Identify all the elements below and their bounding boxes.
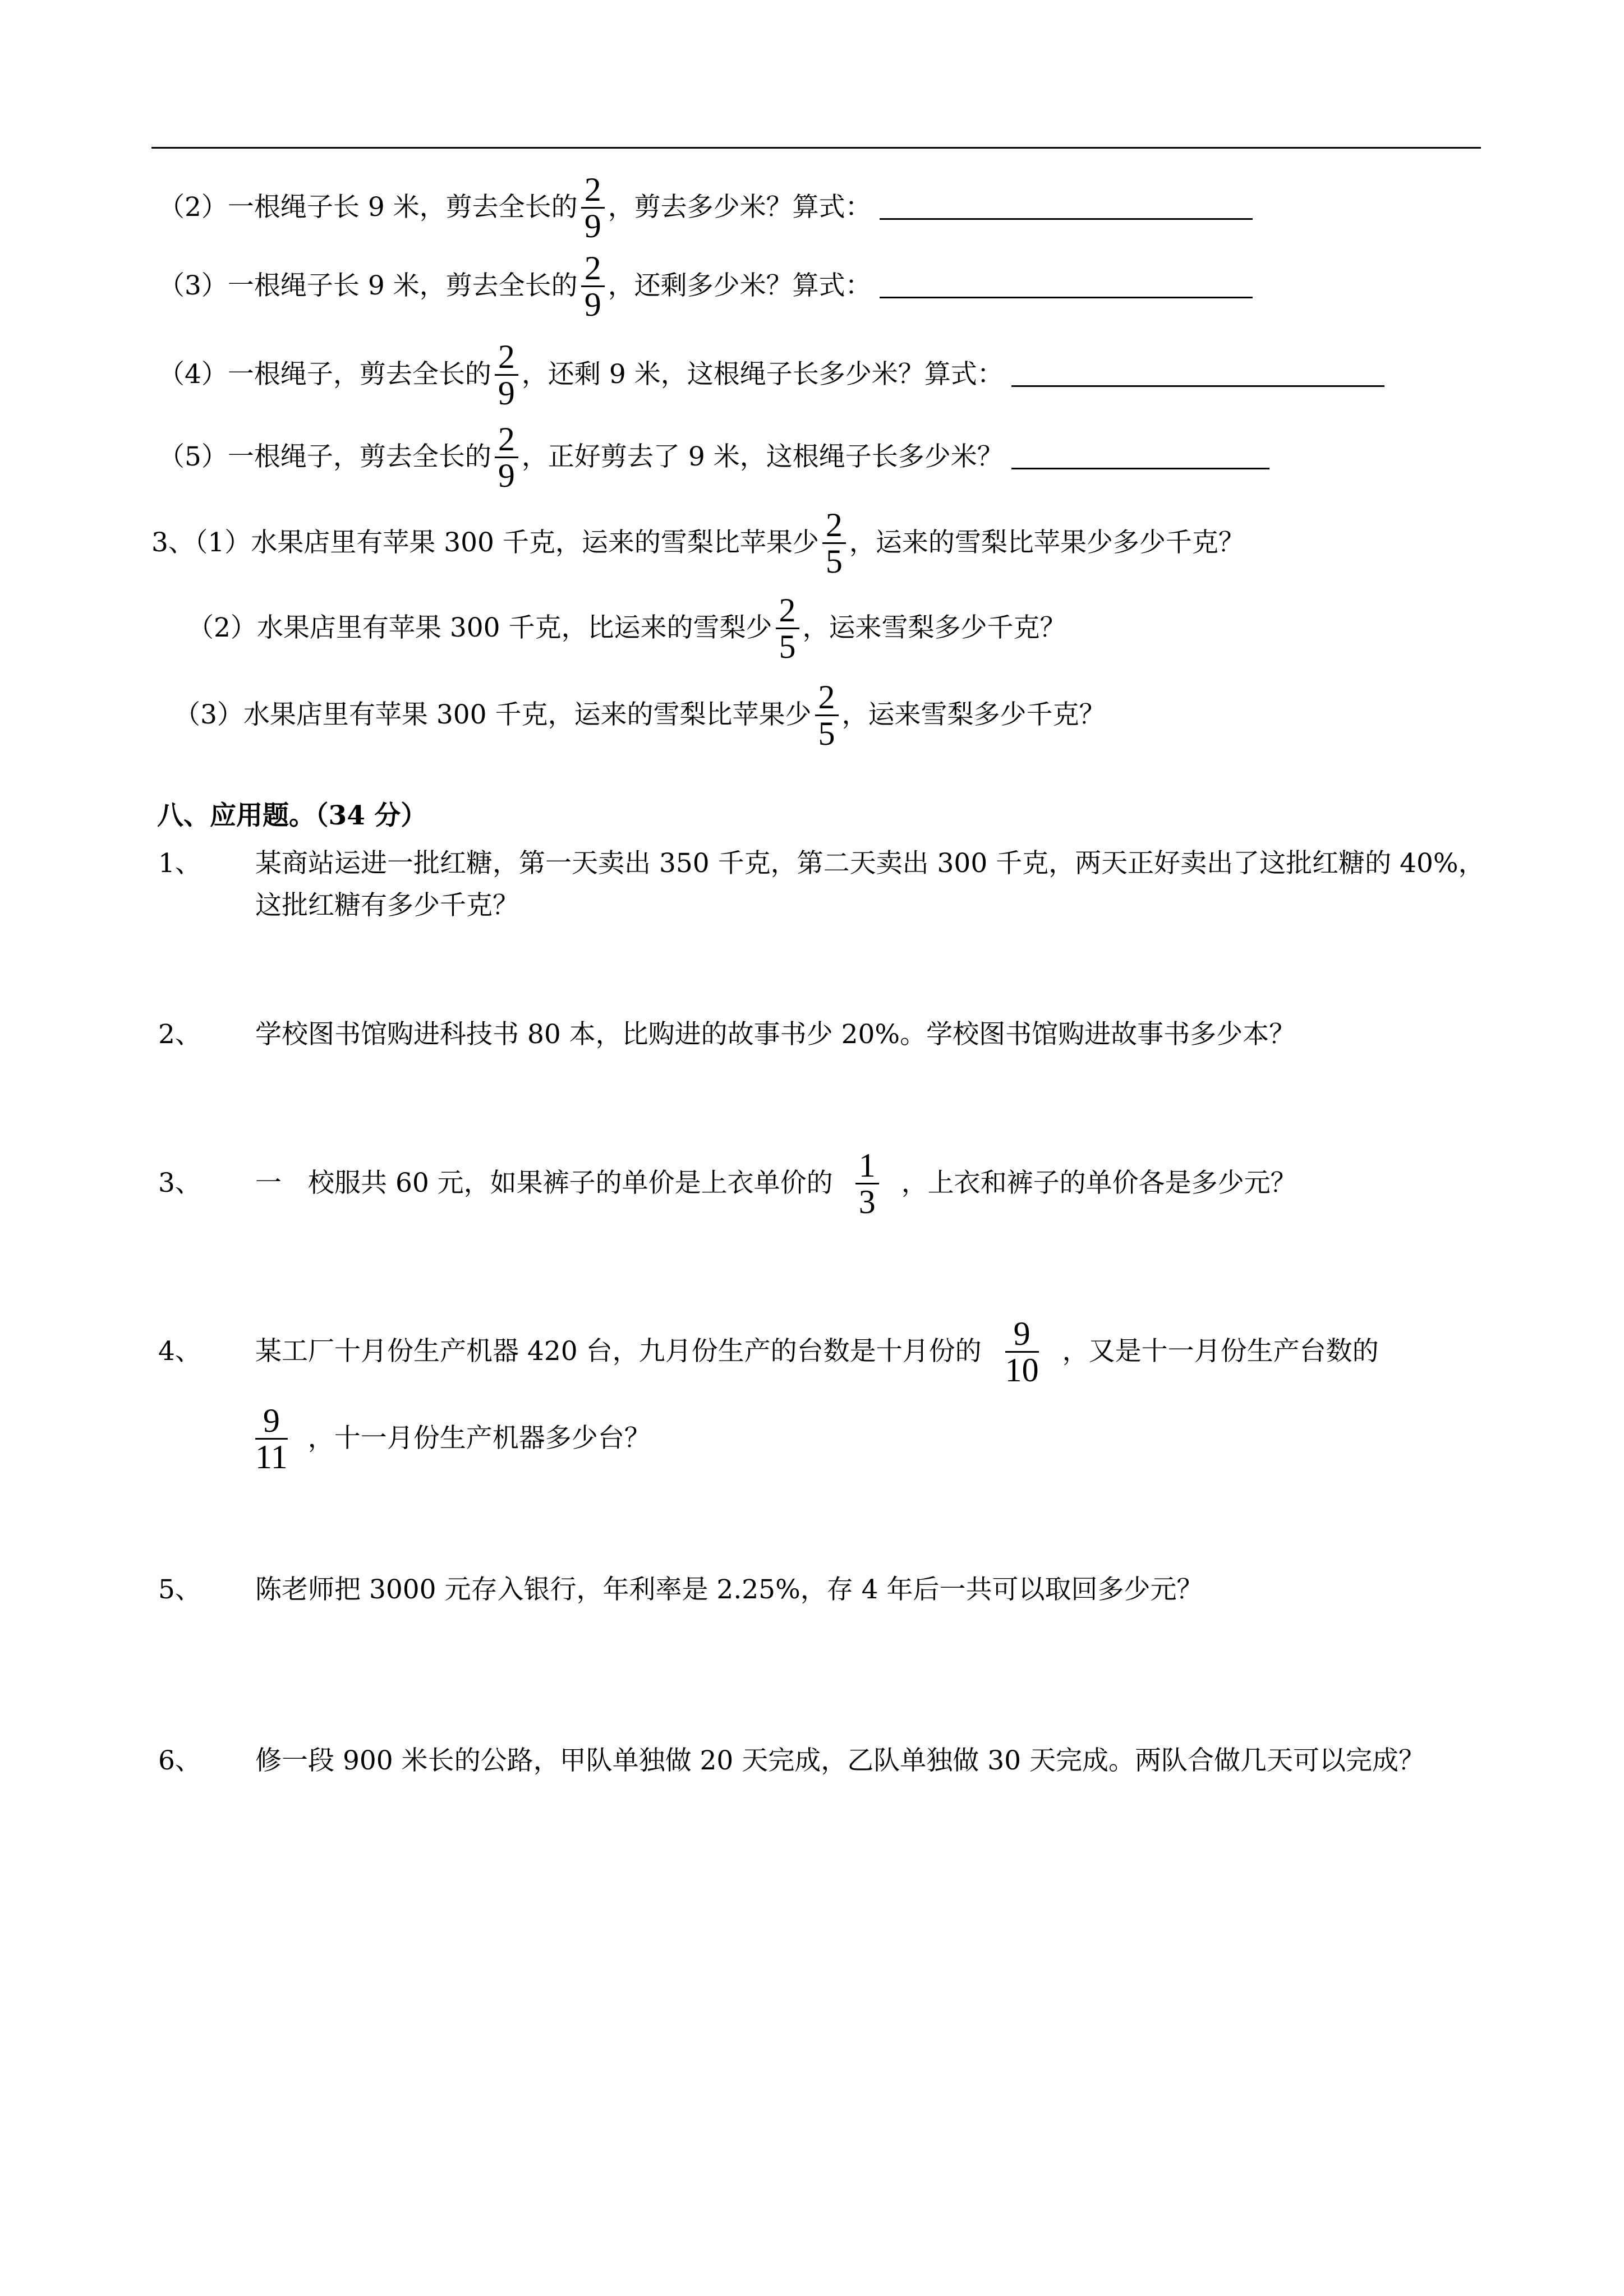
problem-2-text: 学校图书馆购进科技书 80 本，比购进的故事书少 20%。学校图书馆购进故事书多少本？ [255, 1019, 1296, 1050]
fraction [495, 422, 518, 493]
problem-4-text-line1 [255, 1312, 1379, 1391]
question-3-2 [187, 589, 1066, 667]
fraction-denominator: 10 [1005, 1351, 1039, 1389]
fraction-numerator: 1 [858, 1146, 876, 1184]
fraction [581, 172, 605, 243]
problem-4-index: 4、 [158, 1336, 201, 1367]
problem-2-index: 2、 [158, 1019, 201, 1050]
fraction-numerator: 2 [818, 678, 835, 716]
fraction-denominator: 5 [779, 628, 796, 665]
question-text: （3）一根绳子长 9 米，剪去全长的 [158, 270, 578, 301]
question-3-1 [151, 504, 1245, 582]
fraction-numerator: 2 [584, 249, 601, 287]
question-text: ，运来雪梨多少千克？ [802, 612, 1066, 643]
fraction-denominator: 9 [584, 207, 601, 245]
fraction-denominator: 9 [498, 457, 515, 494]
fraction [855, 1148, 879, 1219]
question-text: （3）水果店里有苹果 300 千克，运来的雪梨比苹果少 [174, 699, 812, 730]
question-text: ，运来雪梨多少千克？ [841, 699, 1106, 730]
answer-blank[interactable] [880, 196, 1253, 220]
fraction-numerator: 2 [584, 170, 601, 208]
problem-text: 一 校服共 60 元，如果裤子的单价是上衣单价的 [255, 1168, 833, 1198]
problem-5-index: 5、 [158, 1574, 201, 1605]
fraction-denominator: 9 [584, 285, 601, 323]
question-text: 3、（1）水果店里有苹果 300 千克，运来的雪梨比苹果少 [151, 527, 819, 558]
answer-blank[interactable] [1011, 363, 1384, 387]
problem-5-text: 陈老师把 3000 元存入银行，年利率是 2.25%，存 4 年后一共可以取回多少元？ [255, 1574, 1203, 1605]
fraction-numerator: 9 [1013, 1315, 1030, 1352]
problem-4-text-line2 [255, 1399, 651, 1478]
question-text: ，运来的雪梨比苹果少多少千克？ [849, 527, 1245, 558]
problem-1-text-line1: 某商站运进一批红糖，第一天卖出 350 千克，第二天卖出 300 千克，两天正好卖出了这批红糖的 40%， [255, 848, 1485, 879]
problem-text: ，十一月份生产机器多少台？ [307, 1423, 651, 1454]
section-8-title: 八、应用题。（34 分） [157, 800, 427, 831]
fraction-denominator: 11 [255, 1438, 288, 1476]
fraction-numerator: 2 [825, 506, 843, 543]
question-2-5 [158, 418, 1269, 496]
problem-3-index: 3、 [158, 1168, 201, 1198]
fraction-numerator: 2 [498, 420, 515, 458]
problem-1-text-line2: 这批红糖有多少千克？ [255, 890, 519, 921]
header-rule [151, 147, 1481, 149]
question-text: （5）一根绳子，剪去全长的 [158, 441, 491, 472]
question-text: ，还剩多少米？算式： [608, 270, 872, 301]
fraction-numerator: 2 [498, 338, 515, 375]
fraction [822, 508, 846, 579]
problem-text: ，上衣和裤子的单价各是多少元？ [901, 1168, 1297, 1198]
question-text: （4）一根绳子，剪去全长的 [158, 359, 491, 390]
answer-blank[interactable] [1011, 445, 1269, 469]
question-text: ，剪去多少米？算式： [608, 192, 872, 223]
fraction-denominator: 3 [858, 1183, 876, 1220]
problem-text: 某工厂十月份生产机器 420 台，九月份生产的台数是十月份的 [255, 1336, 982, 1367]
answer-blank[interactable] [880, 274, 1253, 298]
question-text: （2）水果店里有苹果 300 千克，比运来的雪梨少 [187, 612, 772, 643]
question-2-3 [158, 247, 1253, 325]
fraction-denominator: 9 [498, 374, 515, 412]
fraction-numerator: 2 [779, 591, 796, 629]
problem-6-index: 6、 [158, 1745, 201, 1776]
fraction [581, 251, 605, 322]
question-3-3 [174, 676, 1106, 754]
fraction [776, 593, 799, 664]
fraction-numerator: 9 [263, 1401, 280, 1439]
fraction [1005, 1316, 1039, 1387]
problem-1-index: 1、 [158, 848, 201, 879]
question-2-2 [158, 168, 1253, 247]
problem-6-text: 修一段 900 米长的公路，甲队单独做 20 天完成，乙队单独做 30 天完成。两队合做几天可以完成？ [255, 1745, 1425, 1776]
fraction [495, 339, 518, 411]
fraction-denominator: 5 [818, 714, 835, 752]
fraction [255, 1403, 288, 1474]
problem-text: ，又是十一月份生产台数的 [1062, 1336, 1379, 1367]
problem-3-text [255, 1144, 1297, 1223]
fraction-denominator: 5 [825, 542, 843, 580]
question-2-4 [158, 335, 1384, 414]
question-text: ，还剩 9 米，这根绳子长多少米？算式： [521, 359, 1004, 390]
question-text: （2）一根绳子长 9 米，剪去全长的 [158, 192, 578, 223]
fraction [815, 680, 839, 751]
question-text: ，正好剪去了 9 米，这根绳子长多少米？ [521, 441, 1004, 472]
